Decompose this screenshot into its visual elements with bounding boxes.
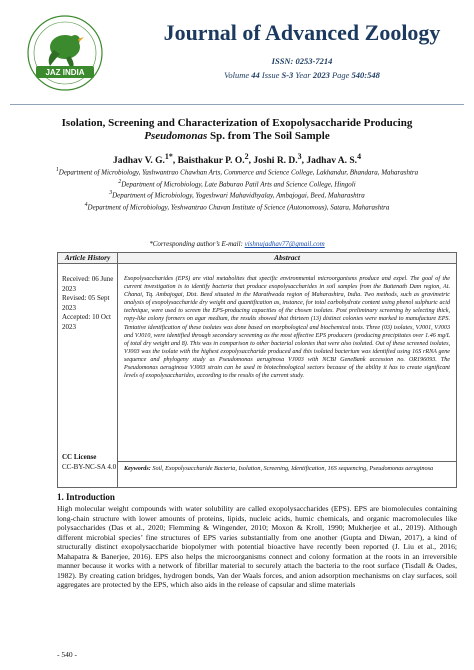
issue-prefix: Issue	[259, 70, 282, 80]
page-range: 540:548	[351, 70, 380, 80]
abstract-heading: Abstract	[118, 253, 456, 264]
article-history	[62, 275, 115, 332]
keywords	[118, 461, 456, 473]
affiliations	[24, 166, 450, 212]
affiliation-sup: 2	[118, 178, 122, 185]
affiliation-sup: 3	[109, 190, 113, 197]
affiliation-text: Department of Microbiology, Yogeshwari Mahavidhyalay, Ambajogai, Beed, Maharashtra	[112, 191, 365, 200]
article-title	[40, 117, 434, 143]
author-list: Jadhav V. G.$^{1*}$, Baisthakur P. O.$^2$, Joshi R. D.$^3$, Jadhav A. S.$^4$	[112, 152, 362, 167]
author-sup: 2	[244, 152, 249, 161]
year-prefix: Year	[293, 70, 313, 80]
title-rest: Sp. from The Soil Sample	[207, 130, 330, 142]
affiliation	[24, 178, 450, 190]
author-sup: 4	[357, 152, 362, 161]
received-date: Received: 06 June 2023	[62, 275, 114, 293]
page-prefix: Page	[329, 70, 352, 80]
affiliation-sup: 1	[55, 167, 59, 173]
author-name: Joshi R. D.	[253, 156, 298, 167]
column-divider	[117, 253, 118, 487]
corresponding-author	[40, 240, 434, 248]
logo-text: JAZ INDIA	[45, 68, 85, 77]
page-number: - 540 -	[57, 650, 77, 659]
keywords-label: Keywords:	[124, 465, 151, 472]
abstract-text: Exopolysaccharides (EPS) are vital metabolites that specific environmental microorganisms produce and expel. The goal of the current investigation is to identify bacteria that produce exopolysaccharides in soil samples from the Buttenath Dam region, At. Chanai, Tq. Ambajogai, Dist. Beed situated in the Marathwada region of Maharashtra, India. Two methods, such as gravimetric analysis of exopolysaccharide dry weight and quantification as, instance, for total carbohydrate content using phenol sulphuric acid technique, were used to screen the EPS-producing capacities of the chosen isolates. Post preliminary screening by selecting thick, ropy-like colony formers on agar medium, the results showed that thirteen (13) distinct colonies were marked to manufacture EPS. Tentative identification of these isolates was done based on morphological and biochemical tests. Three (03) isolates, VJ001, VJ003 and VJ010, were identified through secondary screening as the most effective EPS producers (producing precipitates over 1.46 mg/L of total dry weight and 8). This was in comparison to other bacterial colonies that were also isolated. Out of these screened isolates, VJ003 was the isolate with the highest exopolysaccharide produced and this isolated bacterium was identified using 16S rRNA gene sequence and phylogeny study as Pseudomonas aeruginosa VJ003 with NCBI GeneBank accession no. OR196093. The Pseudomonas aeruginosa VJ003 strain can be used in biotechnological sectors because of the ability it has to create significant levels of exopolysaccharides, according to the results of the current study.	[124, 276, 450, 380]
title-line1: Isolation, Screening and Characterization of Exopolysaccharide Producing	[61, 117, 413, 129]
author-name: Jadhav A. S.	[306, 156, 358, 167]
accepted-date: Accepted: 10 Oct 2023	[62, 313, 111, 331]
introduction-heading: 1. Introduction	[57, 492, 115, 502]
volume-prefix: Volume	[224, 70, 252, 80]
journal-header	[0, 0, 474, 100]
affiliation	[24, 201, 450, 213]
corresponding-label: *Corresponding author’s E-mail:	[149, 240, 245, 248]
article-history-heading: Article History	[58, 253, 117, 264]
journal-logo	[26, 14, 104, 92]
year: 2023	[312, 70, 330, 80]
author-name: Baisthakur P. O.	[177, 156, 245, 167]
author-name: Jadhav V. G.	[112, 156, 165, 167]
corresponding-email-link[interactable]: vishnujadhav77@gmail.com	[244, 240, 325, 248]
journal-title: Journal of Advanced Zoology	[163, 20, 441, 45]
article-info-box	[57, 252, 457, 488]
introduction-text: High molecular weight compounds with water solubility are called exopolysaccharides (EPS). EPS are biomolecules containing long-chain structure with lower amounts of proteins, lipids, nucleic acids, humic chemicals, and organic macromolecules like polysaccharides (Das et al., 2020; Flemming & Wingender, 2010; Moxon & Kroll, 1990; Mukherjee et al., 2019). Although different microbial species’ fine structures of EPS varies substantially from one another (Gupta and Diwan, 2017), a kind of structurally distinct exopolysaccharide biopolymer with potential bioactive have recently been reported (J. Liu et al., 2016; Mahapatra & Banerjee, 2016). EPS also helps the microorganisms connect and colony formation at the roots in an irreversible manner because it works with a network of fibrillar material to securely attach the bacteria to the root surface (Tisdall & Oades, 1982). By creating cation bridges, hydrogen bonds, Van der Waals forces, and anion adsorption mechanisms on clay surfaces, soil aggregates are protected by the EPS, which also aids in the release of capsular and slime materials	[57, 504, 457, 589]
affiliation	[24, 166, 450, 178]
title-genus: Pseudomonas	[144, 130, 208, 142]
license-value: CC-BY-NC-SA 4.0	[62, 463, 117, 471]
affiliation-text: Department of Microbiology, Yeshwantrao Chavan Institute of Science (Autonomous), Satara, Maharashtra	[87, 202, 390, 211]
header-divider	[10, 104, 464, 105]
author-sup: 1*	[164, 152, 173, 161]
revised-date: Revised: 05 Sept 2023	[62, 294, 110, 312]
affiliation-text: Department of Microbiology, Yashwantrao Chawhan Arts, Commerce and Science College, Lakhandur, Bhandara, Maharashtra	[58, 168, 419, 177]
affiliation	[24, 189, 450, 201]
volume-line	[152, 70, 452, 80]
affiliation-text: Department of Microbiology, Late Baburao Patil Arts and Science College, Hingoli	[121, 179, 356, 188]
author-sup: 3	[297, 152, 302, 161]
license-label: CC License	[62, 453, 97, 461]
keywords-list: Soil, Exopolysaccharide Bacteria, Isolation, Screening, Identification, 16S sequencing, Pseudomonas aeruginosa	[150, 465, 434, 472]
issue-number: S-3	[281, 70, 294, 80]
issn: ISSN: 0253-7214	[271, 56, 333, 66]
volume-number: 44	[251, 70, 260, 80]
affiliation-sup: 4	[84, 201, 88, 208]
